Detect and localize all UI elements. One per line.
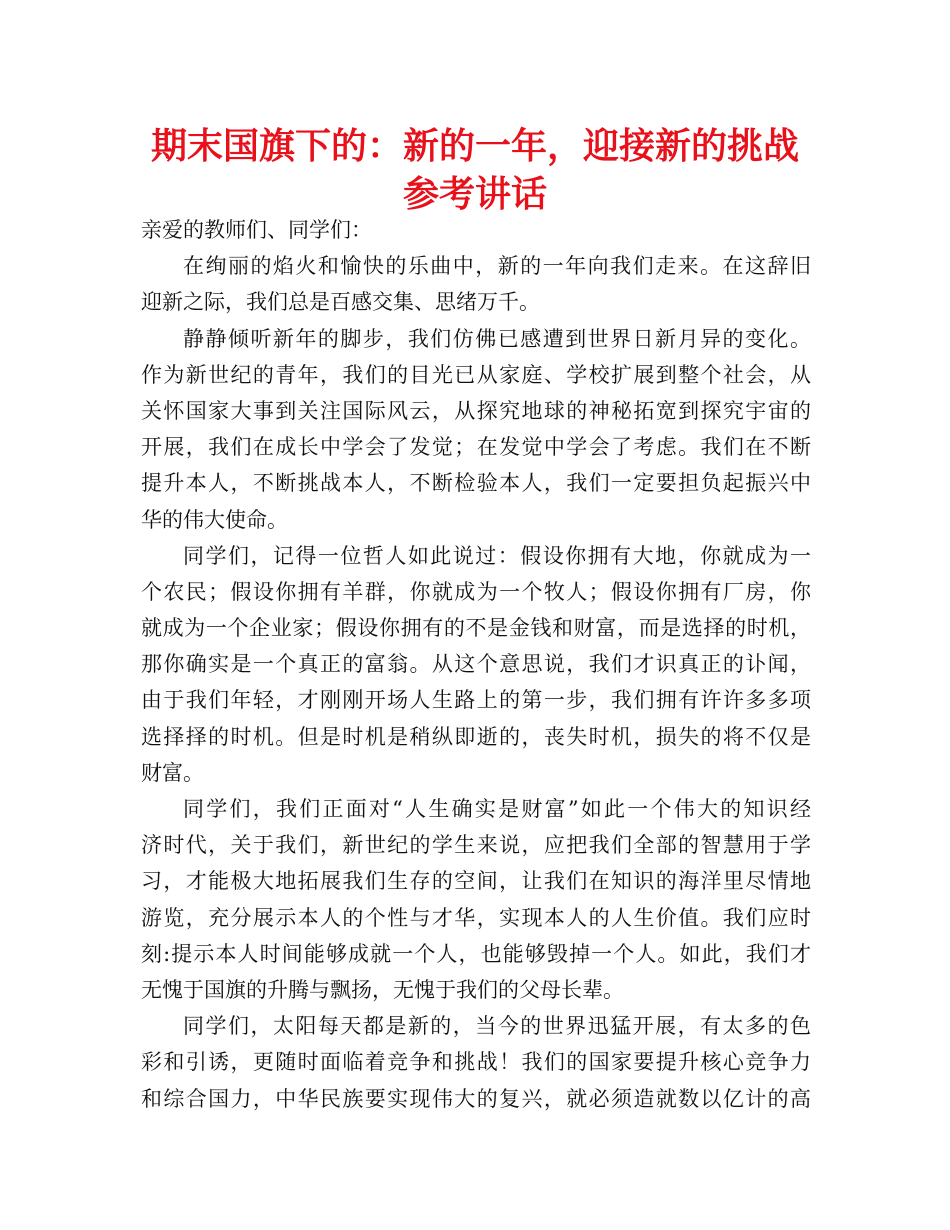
document-title-line-1: 期末国旗下的：新的一年，迎接新的挑战: [150, 126, 799, 167]
body-line: 个农民；假设你拥有羊群，你就成为一个牧人；假设你拥有厂房，你: [141, 579, 811, 604]
body-line: 无愧于国旗的升腾与飘扬，无愧于我们的父母长辈。: [141, 977, 624, 1002]
body-line: 那你确实是一个真正的富翁。从这个意思说，我们才识真正的讣闻，: [141, 652, 811, 677]
body-line: 同学们，记得一位哲人如此说过：假设你拥有大地，你就成为一: [183, 543, 811, 568]
body-line: 同学们，我们正面对“人生确实是财富”如此一个伟大的知识经: [183, 797, 811, 821]
body-line: 同学们，太阳每天都是新的，当今的世界迅猛开展，有太多的色: [183, 1014, 811, 1039]
body-line: 财富。: [141, 760, 204, 785]
body-line: 静静倾听新年的脚步，我们仿佛已感遭到世界日新月异的变化。: [183, 326, 811, 351]
body-line: 在绚丽的焰火和愉快的乐曲中，新的一年向我们走来。在这辞旧: [183, 254, 811, 279]
document-title-line-2: 参考讲话: [402, 174, 547, 215]
body-line: 华的伟大使命。: [141, 507, 288, 532]
document-body: [141, 212, 811, 1117]
body-line: 游览，充分展示本人的个性与才华，实现本人的人生价值。我们应时: [141, 905, 811, 930]
body-line: 迎新之际，我们总是百感交集、思绪万千。: [141, 290, 540, 315]
body-line: 彩和引诱，更随时面临着竞争和挑战！我们的国家要提升核心竞争力: [141, 1050, 811, 1075]
body-line: 和综合国力，中华民族要实现伟大的复兴，就必须造就数以亿计的高: [141, 1086, 811, 1111]
body-line: 就成为一个企业家；假设你拥有的不是金钱和财富，而是选择的时机，: [141, 616, 811, 641]
body-line: 开展，我们在成长中学会了发觉；在发觉中学会了考虑。我们在不断: [141, 435, 811, 460]
body-line: 关怀国家大事到关注国际风云，从探究地球的神秘拓宽到探究宇宙的: [141, 398, 811, 423]
body-line: 刻:提示本人时间能够成就一个人，也能够毁掉一个人。如此，我们才: [141, 941, 811, 966]
body-line: 济时代，关于我们，新世纪的学生来说，应把我们全部的智慧用于学: [141, 833, 811, 858]
body-line: 由于我们年轻，才刚刚开场人生路上的第一步，我们拥有许许多多项: [141, 688, 811, 713]
body-line: 选择择的时机。但是时机是稍纵即逝的，丧失时机，损失的将不仅是: [141, 724, 811, 749]
salutation-line: 亲爱的教师们、同学们：: [141, 218, 372, 242]
body-line: 提升本人，不断挑战本人，不断检验本人，我们一定要担负起振兴中: [141, 471, 811, 496]
body-line: 习，才能极大地拓展我们生存的空间，让我们在知识的海洋里尽情地: [141, 869, 811, 894]
body-line: 作为新世纪的青年，我们的目光已从家庭、学校扩展到整个社会，从: [141, 362, 811, 387]
